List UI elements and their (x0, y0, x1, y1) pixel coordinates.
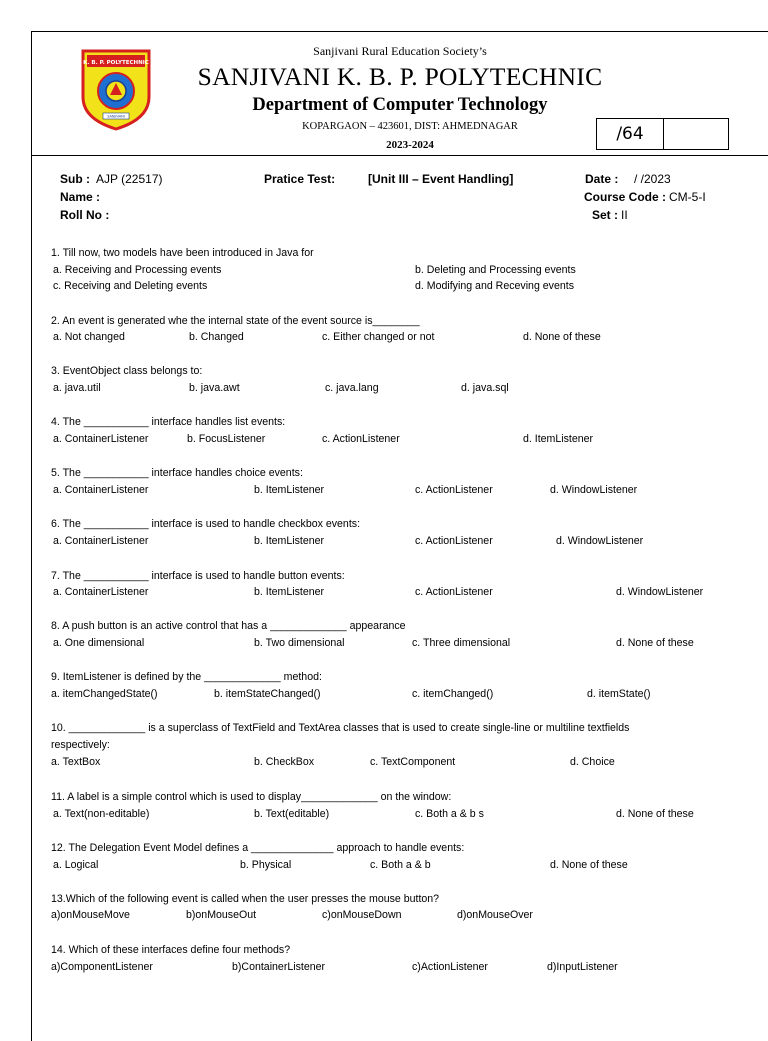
question-12: 12. The Delegation Event Model defines a ______________ approach to handle events: (51, 842, 465, 854)
department-name: Department of Computer Technology (252, 95, 548, 115)
option-14b: b)ContainerListener (232, 961, 326, 973)
question-14: 14. Which of these interfaces define four methods? (51, 944, 291, 956)
option-1b: b. Deleting and Processing events (415, 264, 576, 276)
option-13b: b)onMouseOut (186, 909, 257, 921)
marks-box (596, 118, 729, 150)
option-10c: c. TextComponent (370, 756, 456, 768)
course-code-value: CM-5-I (669, 190, 706, 204)
option-6c: c. ActionListener (415, 535, 493, 547)
option-14c: c)ActionListener (412, 961, 488, 973)
option-2c: c. Either changed or not (322, 331, 435, 343)
name-label: Name : (60, 190, 101, 204)
option-13c: c)onMouseDown (322, 909, 402, 921)
option-2d: d. None of these (523, 331, 601, 343)
option-3b: b. java.awt (189, 382, 240, 394)
option-9a: a. itemChangedState() (51, 688, 158, 700)
test-label: Pratice Test: (264, 172, 336, 186)
option-8a: a. One dimensional (53, 637, 145, 649)
header-divider (31, 155, 768, 156)
roll-no-label: Roll No : (60, 208, 110, 222)
subject-label: Sub : (60, 172, 90, 186)
option-11d: d. None of these (616, 808, 694, 820)
option-5c: c. ActionListener (415, 484, 493, 496)
option-6d: d. WindowListener (556, 535, 644, 547)
set-value: II (621, 208, 628, 222)
question-5: 5. The ___________ interface handles choice events: (51, 467, 303, 479)
date-label: Date : (585, 172, 619, 186)
academic-year: 2023-2024 (386, 139, 434, 151)
question-6: 6. The ___________ interface is used to handle checkbox events: (51, 518, 361, 530)
option-13a: a)onMouseMove (51, 909, 130, 921)
option-5b: b. ItemListener (254, 484, 325, 496)
option-11b: b. Text(editable) (254, 808, 330, 820)
option-14d: d)InputListener (547, 961, 618, 973)
logo-top-text: K. B. P. POLYTECHNIC (83, 60, 149, 66)
question-13: 13.Which of the following event is called when the user presses the mouse button? (51, 893, 440, 905)
option-7d: d. WindowListener (616, 586, 704, 598)
question-8: 8. A push button is an active control that has a _____________ appearance (51, 620, 406, 632)
logo-bottom-text: SANJIVANI (107, 114, 125, 119)
option-4b: b. FocusListener (187, 433, 266, 445)
option-3a: a. java.util (53, 382, 101, 394)
option-1d: d. Modifying and Receving events (415, 280, 574, 292)
option-4a: a. ContainerListener (53, 433, 149, 445)
question-1: 1. Till now, two models have been introduced in Java for (51, 247, 314, 259)
option-8b: b. Two dimensional (254, 637, 345, 649)
option-4d: d. ItemListener (523, 433, 594, 445)
option-13d: d)onMouseOver (457, 909, 533, 921)
option-9d: d. itemState() (587, 688, 651, 700)
option-11c: c. Both a & b s (415, 808, 484, 820)
question-10-continued: respectively: (51, 739, 110, 751)
question-11: 11. A label is a simple control which is used to display_____________ on the window: (51, 791, 452, 803)
option-10a: a. TextBox (51, 756, 101, 768)
college-address: KOPARGAON – 423601, DIST: AHMEDNAGAR (302, 121, 518, 132)
option-5a: a. ContainerListener (53, 484, 149, 496)
option-6a: a. ContainerListener (53, 535, 149, 547)
date-value: / /2023 (634, 172, 671, 186)
option-11a: a. Text(non-editable) (53, 808, 150, 820)
set-label: Set : (592, 208, 619, 222)
test-value: [Unit III – Event Handling] (368, 172, 514, 186)
option-14a: a)ComponentListener (51, 961, 153, 973)
question-3: 3. EventObject class belongs to: (51, 365, 203, 377)
college-logo (77, 47, 155, 131)
option-5d: d. WindowListener (550, 484, 638, 496)
course-code-label: Course Code : (584, 190, 667, 204)
obtained-marks-cell[interactable] (664, 119, 728, 149)
option-6b: b. ItemListener (254, 535, 325, 547)
society-name: Sanjivani Rural Education Society’s (313, 44, 487, 58)
option-12a: a. Logical (53, 859, 99, 871)
option-7a: a. ContainerListener (53, 586, 149, 598)
option-9c: c. itemChanged() (412, 688, 494, 700)
option-12d: d. None of these (550, 859, 628, 871)
option-12c: c. Both a & b (370, 859, 431, 871)
question-7: 7. The ___________ interface is used to handle button events: (51, 570, 345, 582)
option-3c: c. java.lang (325, 382, 379, 394)
total-marks: /64 (597, 119, 664, 149)
question-2: 2. An event is generated whe the internal state of the event source is________ (51, 315, 420, 327)
option-8c: c. Three dimensional (412, 637, 511, 649)
option-9b: b. itemStateChanged() (214, 688, 321, 700)
option-7c: c. ActionListener (415, 586, 493, 598)
option-1c: c. Receiving and Deleting events (53, 280, 208, 292)
option-8d: d. None of these (616, 637, 694, 649)
option-4c: c. ActionListener (322, 433, 400, 445)
option-7b: b. ItemListener (254, 586, 325, 598)
question-10: 10. _____________ is a superclass of TextField and TextArea classes that is used to create single-line or multiline textfields (51, 722, 630, 734)
college-name: SANJIVANI K. B. P. POLYTECHNIC (197, 62, 603, 91)
option-2b: b. Changed (189, 331, 244, 343)
question-4: 4. The ___________ interface handles list events: (51, 416, 286, 428)
option-12b: b. Physical (240, 859, 292, 871)
subject-value: AJP (22517) (96, 172, 163, 186)
option-2a: a. Not changed (53, 331, 125, 343)
option-1a: a. Receiving and Processing events (53, 264, 222, 276)
question-9: 9. ItemListener is defined by the _____________ method: (51, 671, 322, 683)
option-10d: d. Choice (570, 756, 615, 768)
option-10b: b. CheckBox (254, 756, 315, 768)
option-3d: d. java.sql (461, 382, 509, 394)
